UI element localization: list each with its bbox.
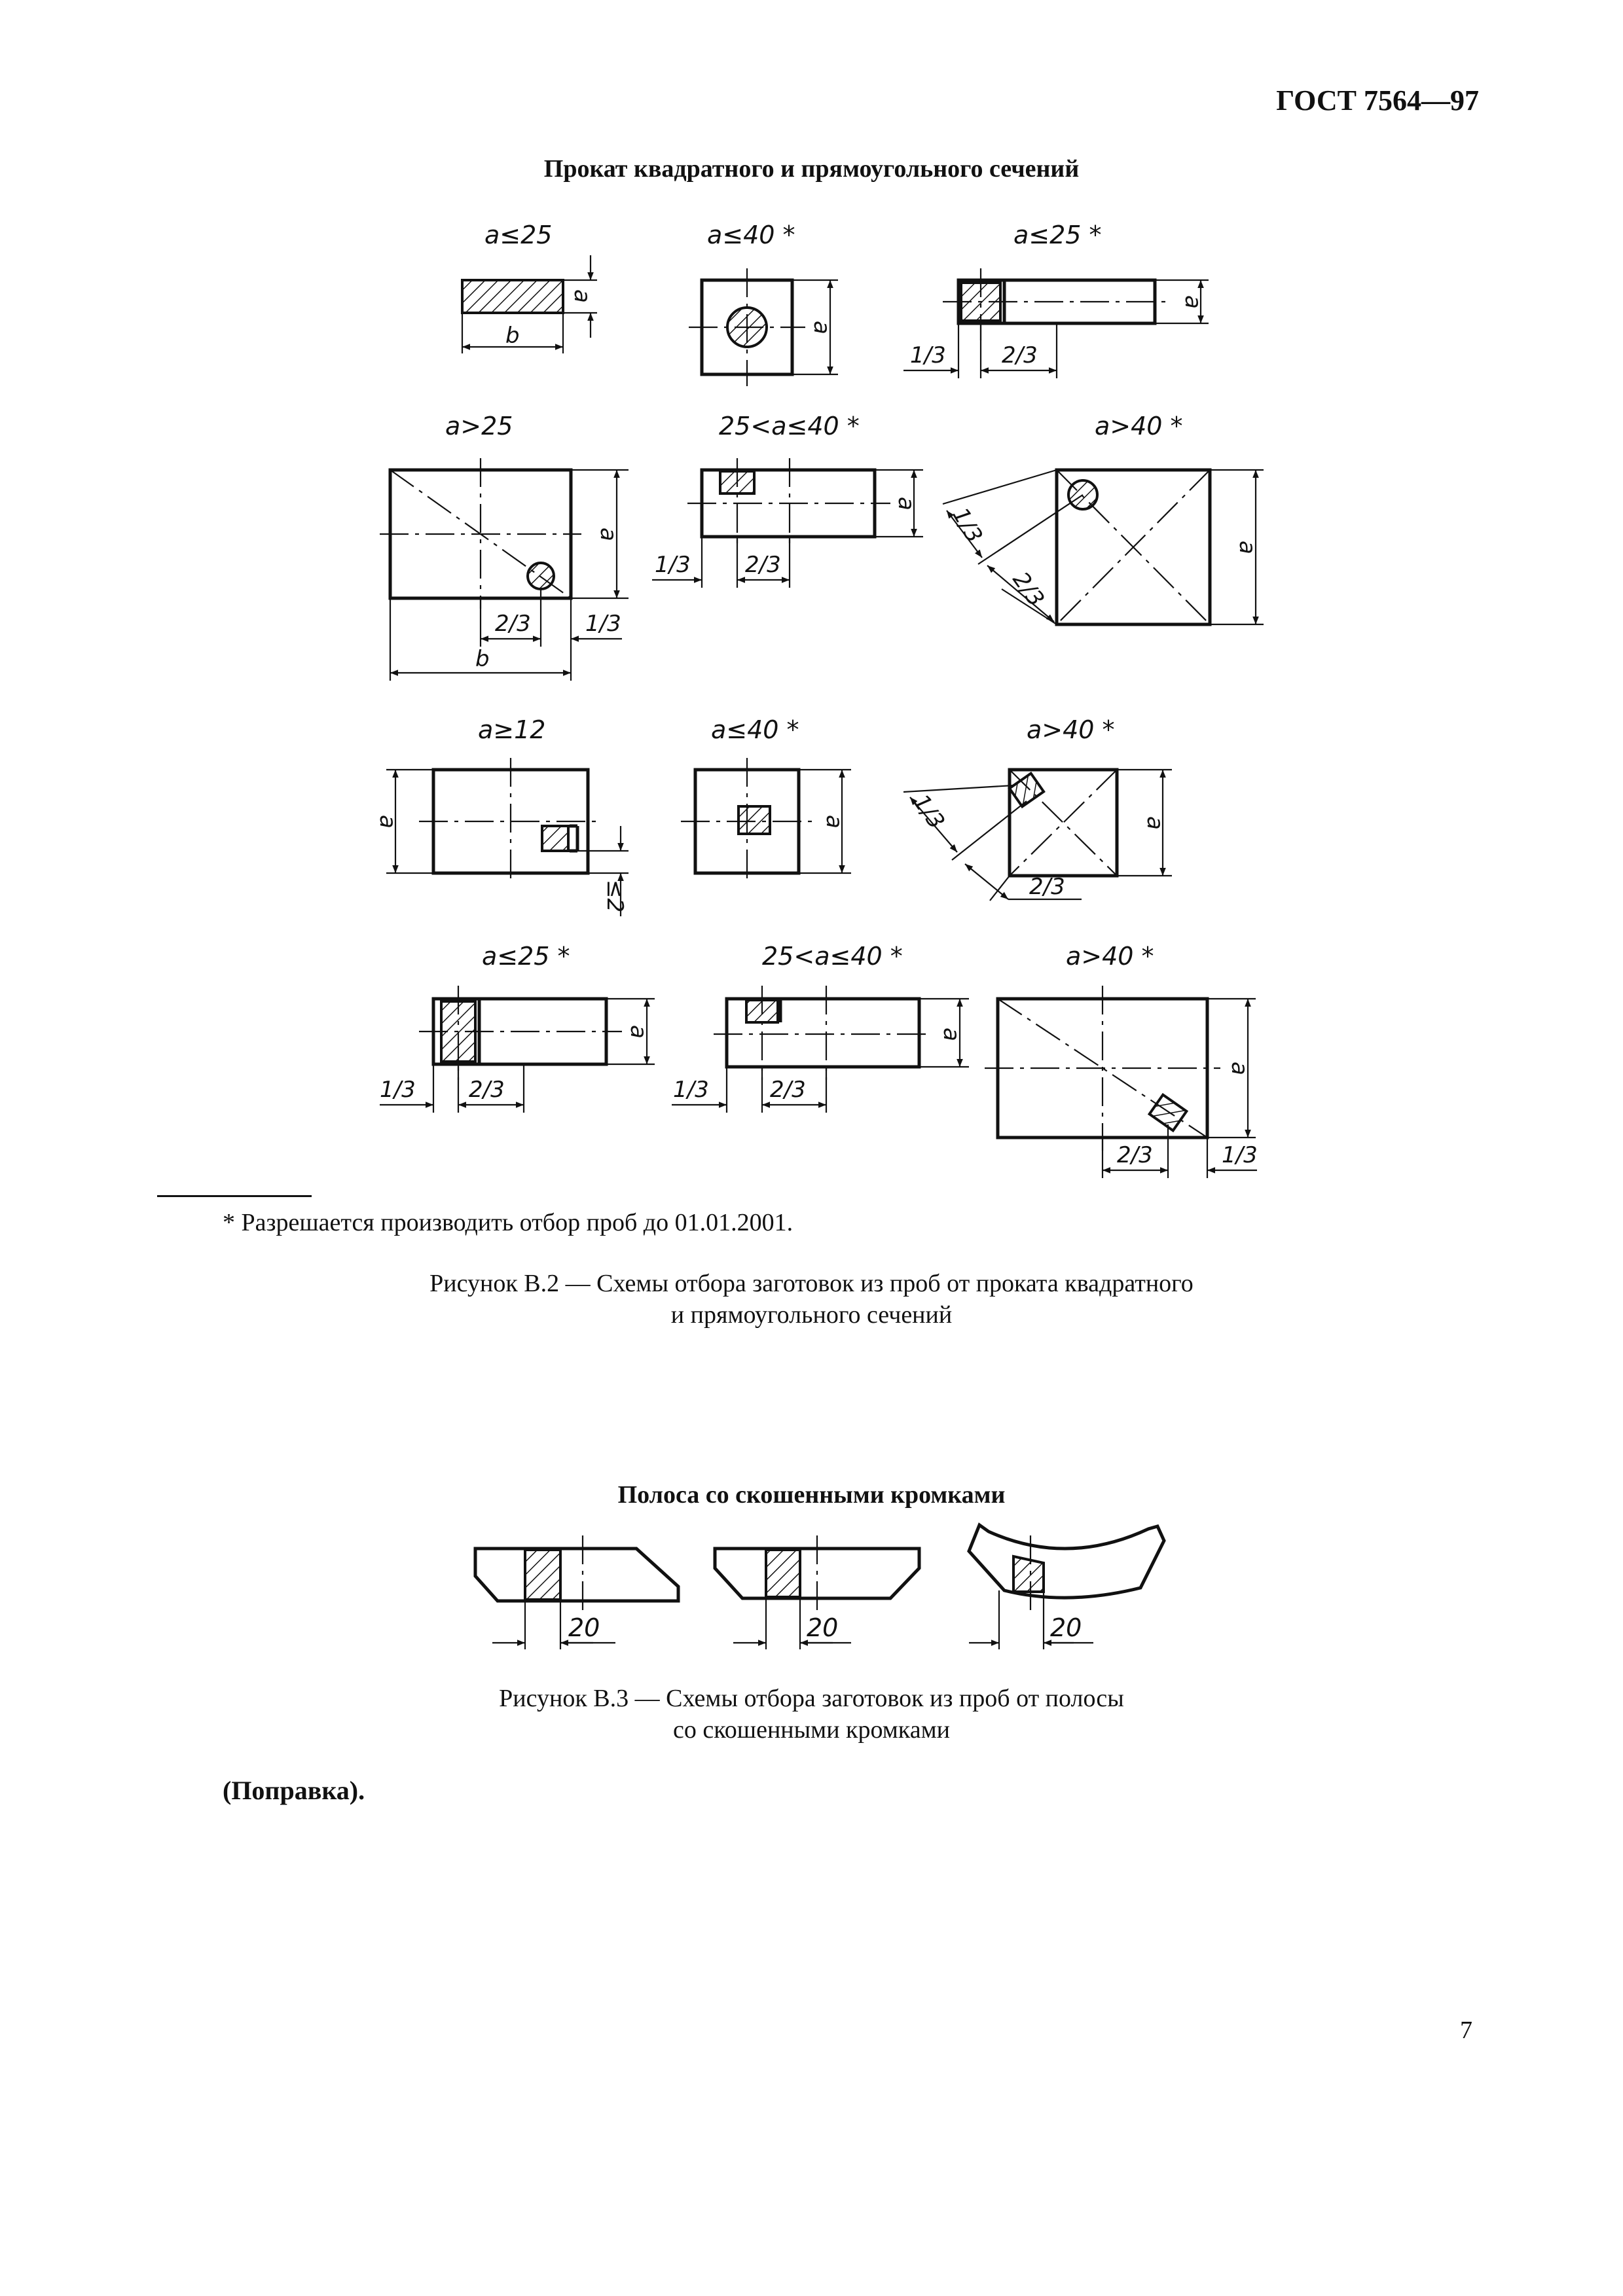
figure-b3-title: Полоса со скошенными кромками	[617, 1481, 1006, 1509]
dim-2-3-r4c2: 2/3	[770, 1077, 806, 1103]
amendment-note: (Поправка).	[223, 1776, 365, 1805]
bevel-strip-2	[715, 1535, 919, 1649]
label-r2c1: a>25	[445, 412, 513, 440]
scheme-r4c1	[380, 942, 655, 1113]
scheme-r4c3	[985, 942, 1258, 1178]
figure-b2-caption-line1: Рисунок В.2 — Схемы отбора заготовок из проб от проката квадратного	[429, 1270, 1194, 1297]
label-r4c2: 25<a≤40 *	[762, 942, 903, 971]
dim-b-r1c1: b	[505, 323, 520, 349]
dim-1-3-r2c3: 1/3	[947, 503, 988, 548]
scheme-r3c1	[374, 715, 629, 916]
bevel-strip-3	[969, 1525, 1164, 1649]
dim-2-3-r2c1: 2/3	[495, 611, 531, 637]
scheme-r2c1	[380, 412, 629, 681]
dim-1-3-r1c3: 1/3	[910, 342, 946, 368]
dim-20-strip-3: 20	[1050, 1613, 1082, 1642]
dim-2-3-r2c3: 2/3	[1007, 567, 1049, 612]
dim-1-3-r4c1: 1/3	[380, 1077, 416, 1103]
label-r4c1: a≤25 *	[482, 942, 570, 971]
scheme-r1c2	[689, 221, 838, 386]
dim-20-strip-1: 20	[568, 1613, 600, 1642]
dim-2-3-r1c3: 2/3	[1002, 342, 1038, 368]
label-r3c1: a≥12	[478, 715, 546, 744]
dim-1-3-r3c3: 1/3	[907, 789, 950, 834]
scheme-r4c2	[672, 942, 969, 1113]
label-r4c3: a>40 *	[1066, 942, 1154, 971]
bevel-strip-1	[475, 1535, 678, 1649]
dim-2-3-r4c1: 2/3	[469, 1077, 505, 1103]
dim-a-r2c2: a	[893, 497, 919, 511]
scheme-r3c2	[681, 715, 851, 885]
dim-1-3-r4c2: 1/3	[673, 1077, 709, 1103]
footnote-rule	[157, 1195, 312, 1197]
dim-2-3-r2c2: 2/3	[745, 552, 781, 578]
label-r1c3: a≤25 *	[1013, 221, 1102, 249]
dim-a-r1c3: a	[1180, 295, 1206, 309]
dim-a-r1c1: a	[569, 289, 595, 303]
footnote: * Разрешается производить отбор проб до 01.01.2001.	[223, 1209, 793, 1236]
dim-a-r1c2: a	[809, 321, 835, 334]
scheme-r1c1	[462, 221, 597, 353]
dim-20-strip-2: 20	[807, 1613, 839, 1642]
dim-1-3-r4c3: 1/3	[1222, 1142, 1258, 1168]
dim-a-r3c1: a	[374, 815, 401, 829]
scheme-r3c3	[903, 715, 1172, 901]
dim-a-r4c3: a	[1226, 1062, 1252, 1075]
scheme-r2c3	[943, 412, 1264, 624]
dim-a-r4c2: a	[938, 1028, 964, 1041]
dim-1-3-r2c2: 1/3	[655, 552, 691, 578]
label-r2c3: a>40 *	[1095, 412, 1183, 440]
dim-a-r2c3: a	[1234, 541, 1260, 554]
figure-b3-caption	[0, 1683, 1623, 1746]
figure-b2-title: Прокат квадратного и прямоугольного сечений	[543, 155, 1080, 183]
label-r1c2: a≤40 *	[707, 221, 795, 249]
page-number: 7	[1460, 2017, 1472, 2044]
dim-a-r3c2: a	[821, 815, 847, 829]
dim-le2-r3c1: ≤2	[602, 880, 628, 913]
label-r1c1: a≤25	[484, 221, 553, 249]
figure-b2-caption	[0, 1268, 1623, 1331]
scheme-r1c3	[903, 221, 1209, 378]
label-r2c2: 25<a≤40 *	[719, 412, 860, 440]
dim-a-r4c1: a	[625, 1025, 651, 1039]
dim-1-3-r2c1: 1/3	[585, 611, 621, 637]
standard-header: ГОСТ 7564—97	[1276, 84, 1479, 117]
figure-b3-caption-line1: Рисунок В.3 — Схемы отбора заготовок из проб от полосы	[499, 1685, 1124, 1712]
figure-b3-caption-line2: со скошенными кромками	[673, 1715, 950, 1744]
dim-2-3-r4c3: 2/3	[1117, 1142, 1153, 1168]
dim-a-r2c1: a	[595, 528, 621, 541]
figure-b2-caption-line2: и прямоугольного сечений	[670, 1300, 953, 1329]
dim-a-r3c3: a	[1142, 816, 1168, 830]
label-r3c2: a≤40 *	[711, 715, 799, 744]
dim-b-r2c1: b	[475, 646, 490, 672]
scheme-r2c2	[652, 412, 923, 588]
dim-2-3-r3c3: 2/3	[1029, 874, 1065, 900]
label-r3c3: a>40 *	[1027, 715, 1115, 744]
